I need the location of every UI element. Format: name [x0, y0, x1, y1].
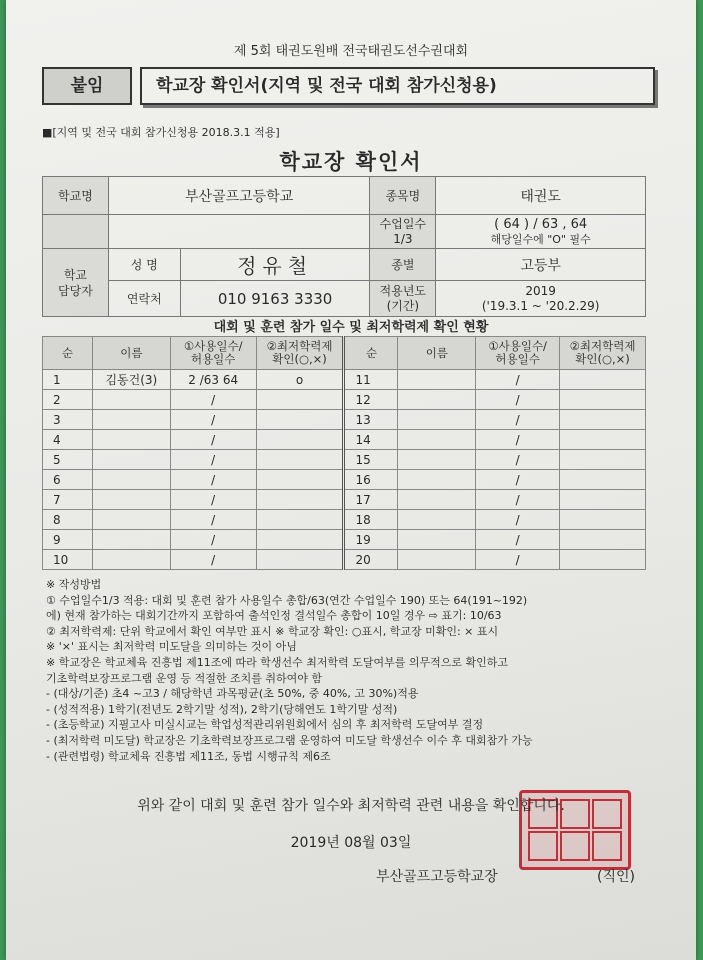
days-label-1: 수업일수: [379, 216, 427, 231]
year-value-2: ('19.3.1 ~ '20.2.29): [481, 298, 600, 313]
attachment-badge: 붙임: [42, 67, 132, 105]
teacher-label-2: 담당자: [58, 283, 93, 298]
row-no: 2: [43, 390, 93, 410]
row-name: [92, 430, 170, 450]
header-min-line2: 확인(○,×): [272, 352, 327, 366]
instruction-line: ① 수업일수1/3 적용: 대회 및 훈련 참가 사용일수 총합/63(연간 수업일수 190) 또는 64(191~192): [46, 593, 528, 607]
info-table: [42, 176, 646, 317]
row-name: [92, 450, 170, 470]
days-value: ( 64 ) / 63 , 64: [494, 216, 588, 232]
table-row: [43, 490, 646, 510]
row-check-right: [560, 370, 646, 390]
contact-label: 연락처: [108, 281, 180, 317]
header-days-right: [476, 337, 560, 370]
row-check-right: [560, 410, 646, 430]
category-label: 종별: [370, 249, 436, 281]
row-days-right: /: [476, 370, 560, 390]
row-name-right: [398, 450, 476, 470]
instruction-line: - (최저학력 미도달) 학교장은 기초학력보장프로그램 운영하여 미도달 학생선수 이수 후 대회참가 가능: [46, 733, 533, 747]
row-name-right: [398, 430, 476, 450]
sport-label: 종목명: [370, 177, 436, 215]
row-name: [92, 410, 170, 430]
row-check-right: [560, 430, 646, 450]
row-no-right: 12: [344, 390, 398, 410]
table-row: [43, 530, 646, 550]
table-row: [43, 370, 646, 390]
participation-table: [42, 336, 646, 570]
header-min-right: [560, 337, 646, 370]
row-check: [256, 390, 344, 410]
row-check: [256, 490, 344, 510]
instructions: [46, 577, 666, 764]
instruction-line: - (성적적용) 1학기(전년도 2학기말 성적), 2학기(당해연도 1학기말 성적): [46, 702, 398, 716]
instruction-line: - (초등학교) 지필고사 미실시교는 학업성적관리위원회에서 심의 후 최저학력 도달여부 결정: [46, 718, 484, 732]
header-min: [256, 337, 344, 370]
header-min-line1: ②최저학력제: [266, 339, 333, 353]
row-no: 8: [43, 510, 93, 530]
row-days-right: /: [476, 530, 560, 550]
row-days-right: /: [476, 450, 560, 470]
table-row: [43, 550, 646, 570]
row-no: 4: [43, 430, 93, 450]
row-no: 3: [43, 410, 93, 430]
principal-signature: 부산골프고등학교장: [376, 869, 498, 885]
document-page: [6, 0, 696, 960]
row-no-right: 19: [344, 530, 398, 550]
form-note: ■[지역 및 전국 대회 참가신청용 2018.3.1 적용]: [42, 126, 280, 139]
issue-date: 2019년 08월 03일: [290, 835, 412, 851]
row-name-right: [398, 510, 476, 530]
days-note: 해당일수에 "O" 필수: [490, 232, 591, 246]
instruction-line: 에) 현재 참가하는 대회기간까지 포함하여 출석인정 결석일수 총합이 10일 경우 ⇨ 표기: 10/63: [46, 609, 502, 623]
row-check-right: [560, 450, 646, 470]
row-days: /: [170, 490, 256, 510]
year-label-2: (기간): [386, 298, 420, 313]
header-name-right: 이름: [398, 337, 476, 370]
row-check-right: [560, 550, 646, 570]
row-days-right: /: [476, 410, 560, 430]
row-no-right: 13: [344, 410, 398, 430]
header-no-right: 순: [344, 337, 398, 370]
row-check: [256, 450, 344, 470]
row-days: /: [170, 450, 256, 470]
table-header-row: [43, 337, 646, 370]
row-check-right: [560, 470, 646, 490]
row-no: 10: [43, 550, 93, 570]
row-days-right: /: [476, 490, 560, 510]
row-check-right: [560, 390, 646, 410]
row-name: [92, 470, 170, 490]
row-no-right: 17: [344, 490, 398, 510]
contact-value: 010 9163 3330: [180, 281, 370, 317]
seal-label: (직인): [597, 869, 635, 885]
row-check-right: [560, 530, 646, 550]
instruction-line: ※ '×' 표시는 최저학력 미도달을 의미하는 것이 아님: [46, 640, 297, 654]
header-no: 순: [43, 337, 93, 370]
school-value: 부산골프고등학교: [108, 177, 370, 215]
header-days-right-line2: 허용일수: [495, 352, 540, 366]
row-no: 7: [43, 490, 93, 510]
header-days-line1: ①사용일수/: [183, 339, 243, 353]
row-no-right: 18: [344, 510, 398, 530]
row-no-right: 15: [344, 450, 398, 470]
row-name: [92, 530, 170, 550]
table-row: [43, 510, 646, 530]
row-days: /: [170, 470, 256, 490]
row-days: /: [170, 510, 256, 530]
row-name-right: [398, 550, 476, 570]
row-name-right: [398, 410, 476, 430]
table-row: [43, 430, 646, 450]
instruction-line: ② 최저학력제: 단위 학교에서 확인 여부만 표시 ※ 학교장 확인: ○표시, 학교장 미확인: × 표시: [46, 624, 499, 638]
row-no-right: 11: [344, 370, 398, 390]
name-label: 성 명: [108, 249, 180, 281]
row-name: [92, 490, 170, 510]
row-check: o: [256, 370, 344, 390]
section-title: 대회 및 훈련 참가 일수 및 최저학력제 확인 현황: [213, 320, 489, 335]
row-no: 6: [43, 470, 93, 490]
teacher-label-1: 학교: [63, 267, 88, 282]
row-check-right: [560, 510, 646, 530]
row-days: /: [170, 390, 256, 410]
row-check: [256, 550, 344, 570]
days-label-2: 1/3: [393, 231, 413, 246]
year-label-1: 적용년도: [379, 283, 427, 298]
confirmation-text: 위와 같이 대회 및 훈련 참가 일수와 최저학력 관련 내용을 확인합니다.: [137, 798, 565, 814]
header-days: [170, 337, 256, 370]
row-name: 김동건(3): [92, 370, 170, 390]
row-no-right: 16: [344, 470, 398, 490]
row-days-right: /: [476, 390, 560, 410]
row-no: 9: [43, 530, 93, 550]
row-check: [256, 430, 344, 450]
row-no-right: 14: [344, 430, 398, 450]
row-name: [92, 510, 170, 530]
row-check: [256, 530, 344, 550]
header-name: 이름: [92, 337, 170, 370]
row-no-right: 20: [344, 550, 398, 570]
sport-value: 태권도: [436, 177, 646, 215]
row-name-right: [398, 390, 476, 410]
header-min-right-line1: ②최저학력제: [569, 339, 636, 353]
row-check: [256, 410, 344, 430]
row-days-right: /: [476, 550, 560, 570]
table-row: [43, 390, 646, 410]
table-row: [43, 470, 646, 490]
row-days: /: [170, 430, 256, 450]
row-days: 2 /63 64: [170, 370, 256, 390]
row-days-right: /: [476, 430, 560, 450]
row-check-right: [560, 490, 646, 510]
row-days-right: /: [476, 470, 560, 490]
instruction-line: 기초학력보장프로그램 운영 등 적절한 조치를 취하여야 함: [46, 671, 323, 685]
school-label: 학교명: [43, 177, 109, 215]
category-value: 고등부: [436, 249, 646, 281]
table-row: [43, 410, 646, 430]
instruction-line: - (관련법령) 학교체육 진흥법 제11조, 동법 시행규칙 제6조: [46, 749, 331, 763]
year-value-1: 2019: [525, 283, 556, 298]
instruction-line: - (대상/기준) 초4 ~고3 / 해당학년 과목평균(초 50%, 중 40%, 고 30%)적용: [46, 687, 419, 701]
instruction-line: ※ 학교장은 학교체육 진흥법 제11조에 따라 학생선수 최저학력 도달여부를 의무적으로 확인하고: [46, 655, 508, 669]
row-check: [256, 470, 344, 490]
row-name: [92, 550, 170, 570]
row-no: 1: [43, 370, 93, 390]
row-name-right: [398, 370, 476, 390]
row-days: /: [170, 410, 256, 430]
row-name-right: [398, 490, 476, 510]
instruction-line: ※ 작성방법: [46, 578, 102, 591]
header-min-right-line2: 확인(○,×): [575, 352, 630, 366]
row-name-right: [398, 470, 476, 490]
row-name: [92, 390, 170, 410]
row-check: [256, 510, 344, 530]
name-value: 정유철: [180, 249, 370, 281]
header-days-line2: 허용일수: [190, 352, 236, 366]
header-days-right-line1: ①사용일수/: [488, 339, 547, 353]
row-name-right: [398, 530, 476, 550]
row-days: /: [170, 530, 256, 550]
row-no: 5: [43, 450, 93, 470]
document-title: 학교장 확인서: [279, 150, 423, 174]
competition-title: 제 5회 태권도원배 전국태권도선수권대회: [233, 44, 469, 59]
row-days-right: /: [476, 510, 560, 530]
form-header: 학교장 확인서(지역 및 전국 대회 참가신청용): [140, 67, 655, 105]
row-days: /: [170, 550, 256, 570]
table-row: [43, 450, 646, 470]
